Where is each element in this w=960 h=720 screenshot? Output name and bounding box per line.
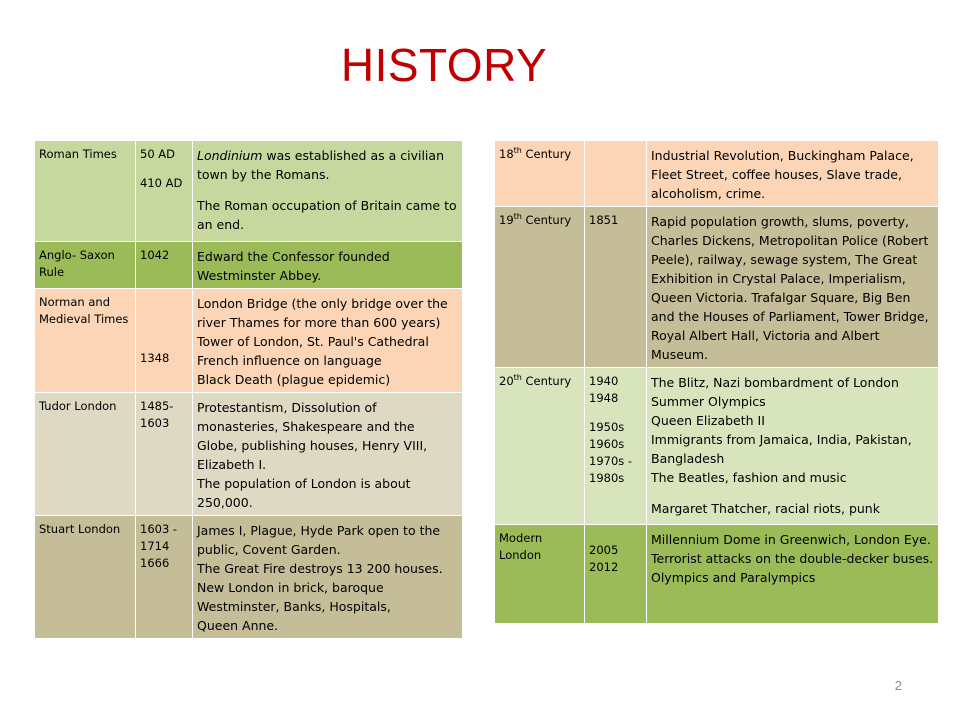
dates-cell: 1042 [136, 242, 193, 289]
events-cell [193, 393, 463, 516]
table-row [495, 368, 939, 525]
events-cell [647, 368, 939, 525]
date-line: 1666 [140, 556, 170, 570]
table-row [35, 289, 463, 393]
date-line: 50 AD [140, 147, 176, 161]
page-number: 2 [894, 678, 902, 693]
date-line: 2012 [589, 560, 619, 574]
event-line: The Blitz, Nazi bombardment of London [651, 375, 899, 390]
period-cell: 20th Century [495, 368, 585, 525]
period-cell: 19th Century [495, 207, 585, 368]
dates-cell [585, 368, 647, 525]
event-line: The Roman occupation of Britain came to an end. [197, 198, 461, 232]
event-line: New London in brick, baroque Westminster, Banks, Hospitals, [197, 580, 391, 614]
event-line: Margaret Thatcher, racial riots, punk [651, 501, 880, 516]
events-cell [193, 289, 463, 393]
period-cell: Stuart London [35, 516, 136, 639]
period-cell: Anglo- Saxon Rule [35, 242, 136, 289]
events-cell [647, 525, 939, 624]
table-row [35, 516, 463, 639]
history-table-left [34, 140, 463, 639]
event-line: Terrorist attacks on the double-decker buses. [651, 551, 934, 566]
period-cell: 18th Century [495, 141, 585, 207]
dates-cell [585, 525, 647, 624]
event-line: The Beatles, fashion and music [651, 470, 847, 485]
table-row [35, 141, 463, 242]
date-line: 1348 [140, 351, 170, 365]
dates-cell [585, 141, 647, 207]
date-line: 1603 - 1714 [140, 522, 181, 553]
date-line: 1950s [589, 420, 625, 434]
date-line: 1940 [589, 374, 619, 388]
dates-cell: 1485-1603 [136, 393, 193, 516]
dates-cell [136, 141, 193, 242]
table-row [495, 525, 939, 624]
dates-cell: 1851 [585, 207, 647, 368]
date-line: 1960s [589, 437, 625, 451]
events-cell: Edward the Confessor founded Westminster Abbey. [193, 242, 463, 289]
event-line: Olympics and Paralympics [651, 570, 816, 585]
events-cell [193, 141, 463, 242]
table-row [495, 141, 939, 207]
period-cell: Norman and Medieval Times [35, 289, 136, 393]
event-line: Summer Olympics [651, 394, 766, 409]
events-cell: Rapid population growth, slums, poverty, Charles Dickens, Metropolitan Police (Robert Peele), railway, sewage system, The Great Exhibition in Crystal Palace, Imperialism, Queen Victoria. Trafalgar Square, Big Ben and the Houses of Parliament, Tower Bridge, Royal Albert Hall, Victoria and Albert Museum. [647, 207, 939, 368]
event-line: Millennium Dome in Greenwich, London Eye. [651, 532, 931, 547]
period-cell: Tudor London [35, 393, 136, 516]
event-line: Londinium was established as a civilian town by the Romans. [197, 148, 448, 182]
event-line: Black Death (plague epidemic) [197, 372, 391, 387]
page-title: HISTORY [340, 39, 548, 91]
history-table-right [494, 140, 939, 624]
date-line: 2005 [589, 543, 619, 557]
event-line: Tower of London, St. Paul's Cathedral [197, 334, 429, 349]
event-line: Immigrants from Jamaica, India, Pakistan, Bangladesh [651, 432, 916, 466]
dates-cell [136, 289, 193, 393]
event-line: London Bridge (the only bridge over the river Thames for more than 600 years) [197, 296, 452, 330]
event-line: Protestantism, Dissolution of monasteries, Shakespeare and the Globe, publishing houses, Henry VIII, Elizabeth I. [197, 400, 432, 472]
event-line: James I, Plague, Hyde Park open to the public, Covent Garden. [197, 523, 445, 557]
table-row [35, 242, 463, 289]
date-line: 410 AD [140, 176, 183, 190]
event-line: French influence on language [197, 353, 382, 368]
table-row [495, 207, 939, 368]
date-line: 1970s - 1980s [589, 454, 636, 485]
period-cell: Modern London [495, 525, 585, 624]
dates-cell [136, 516, 193, 639]
date-line: 1948 [589, 391, 619, 405]
period-cell: Roman Times [35, 141, 136, 242]
event-line: Queen Elizabeth II [651, 413, 765, 428]
event-line: The population of London is about 250,000. [197, 476, 415, 510]
events-cell [193, 516, 463, 639]
event-line: Queen Anne. [197, 618, 279, 633]
events-cell: Industrial Revolution, Buckingham Palace, Fleet Street, coffee houses, Slave trade, alcoholism, crime. [647, 141, 939, 207]
event-line: The Great Fire destroys 13 200 houses. [197, 561, 443, 576]
table-row [35, 393, 463, 516]
